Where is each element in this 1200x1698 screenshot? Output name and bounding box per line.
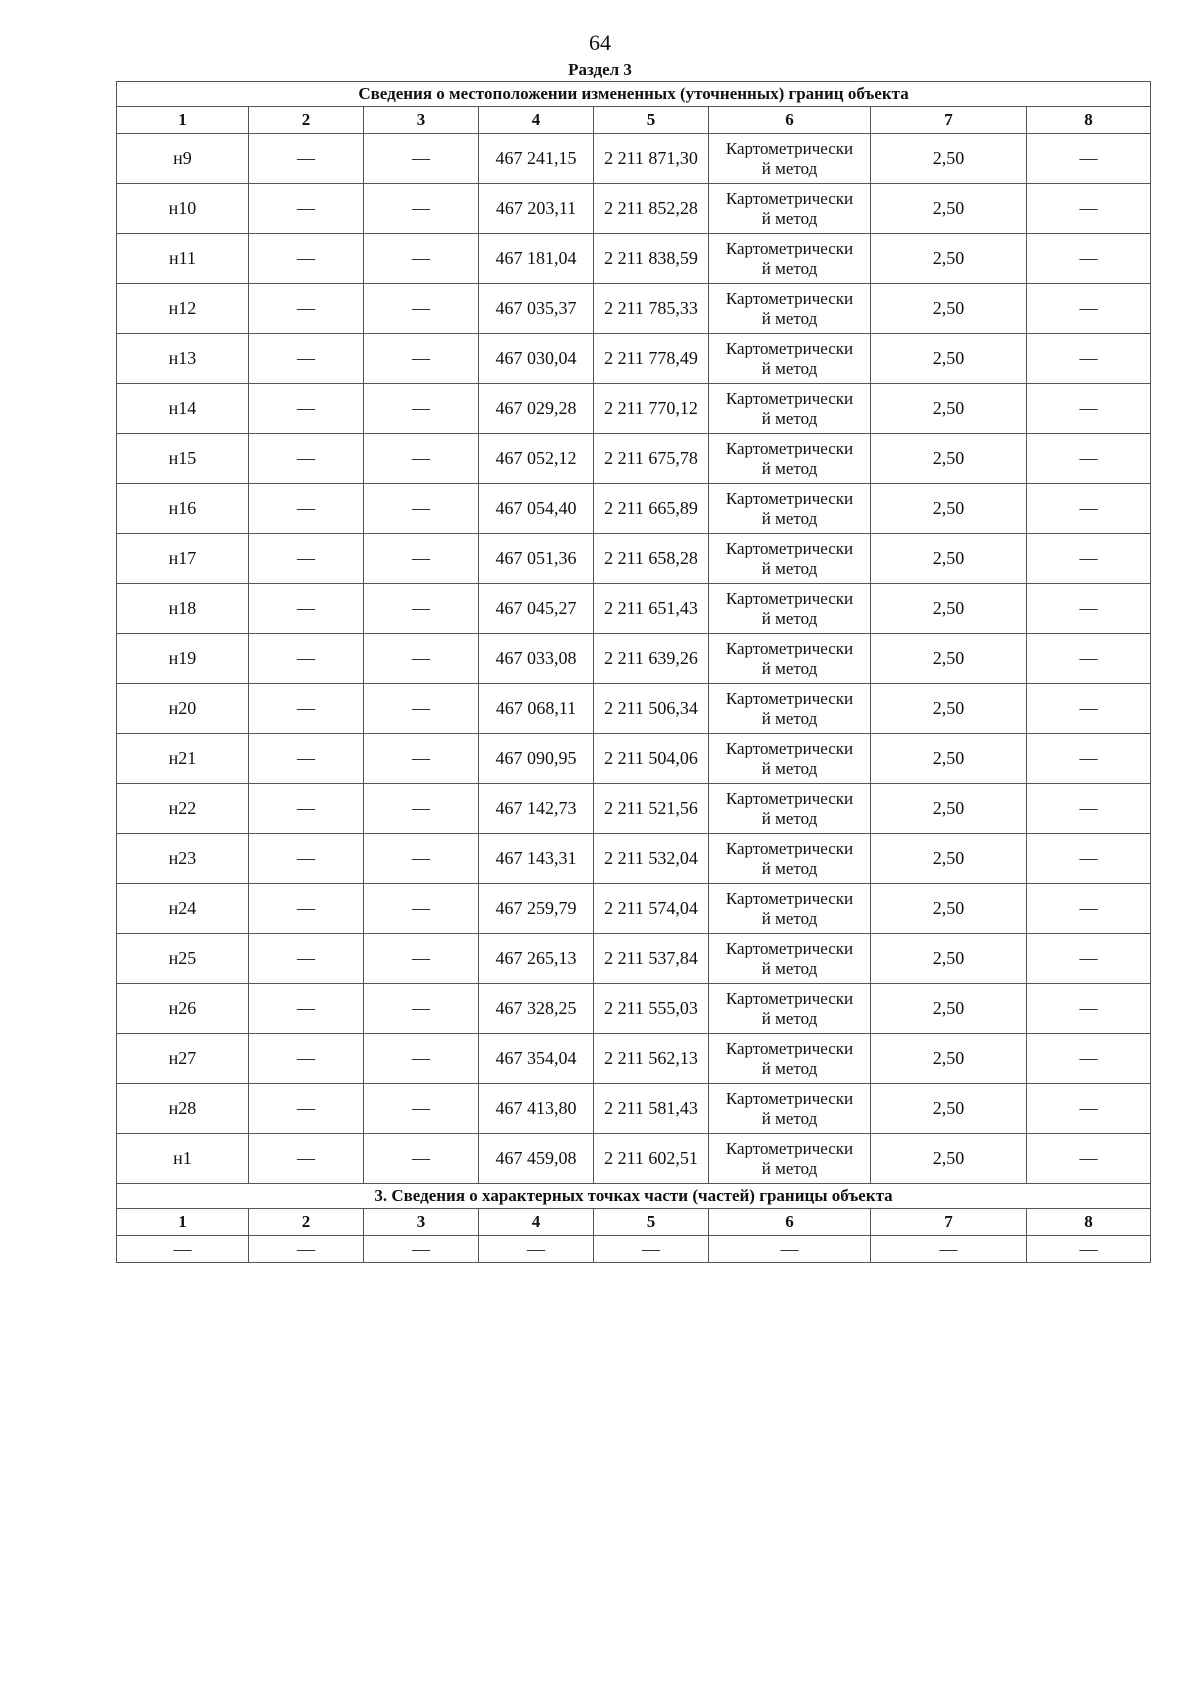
empty-value-dash: — (249, 184, 364, 234)
empty-value-dash: — (249, 234, 364, 284)
empty-value-dash: — (249, 1084, 364, 1134)
coordinate-y: 2 211 838,59 (594, 234, 709, 284)
coordinate-y: 2 211 532,04 (594, 834, 709, 884)
accuracy: 2,50 (871, 684, 1027, 734)
empty-value-dash: — (364, 834, 479, 884)
coordinate-y: 2 211 639,26 (594, 634, 709, 684)
column-header: 3 (364, 107, 479, 134)
accuracy: 2,50 (871, 1034, 1027, 1084)
empty-value-dash: — (364, 884, 479, 934)
coordinate-y: 2 211 602,51 (594, 1134, 709, 1184)
table-row (117, 284, 1151, 334)
empty-value-dash: — (364, 184, 479, 234)
method: Картометрически й метод (709, 534, 871, 584)
point-name: н28 (117, 1084, 249, 1134)
coordinate-x: 467 029,28 (479, 384, 594, 434)
accuracy: 2,50 (871, 834, 1027, 884)
empty-value-dash: — (249, 784, 364, 834)
coordinate-x: 467 051,36 (479, 534, 594, 584)
point-name: н11 (117, 234, 249, 284)
table-row (117, 234, 1151, 284)
empty-value-dash: — (1027, 284, 1151, 334)
accuracy: 2,50 (871, 1134, 1027, 1184)
method: Картометрически й метод (709, 384, 871, 434)
empty-value-dash: — (117, 1236, 249, 1263)
empty-value-dash: — (364, 334, 479, 384)
table-caption: Сведения о местоположении измененных (уточненных) границ объекта (117, 82, 1151, 107)
coordinate-x: 467 413,80 (479, 1084, 594, 1134)
coordinate-x: 467 068,11 (479, 684, 594, 734)
table-row (117, 534, 1151, 584)
method: Картометрически й метод (709, 784, 871, 834)
empty-value-dash: — (871, 1236, 1027, 1263)
coordinate-y: 2 211 785,33 (594, 284, 709, 334)
table-row (117, 584, 1151, 634)
column-header: 1 (117, 107, 249, 134)
empty-value-dash: — (1027, 634, 1151, 684)
empty-value-dash: — (1027, 734, 1151, 784)
coordinate-x: 467 142,73 (479, 784, 594, 834)
coordinate-x: 467 033,08 (479, 634, 594, 684)
accuracy: 2,50 (871, 984, 1027, 1034)
method: Картометрически й метод (709, 284, 871, 334)
accuracy: 2,50 (871, 1084, 1027, 1134)
empty-value-dash: — (1027, 784, 1151, 834)
accuracy: 2,50 (871, 334, 1027, 384)
coordinate-y: 2 211 665,89 (594, 484, 709, 534)
empty-value-dash: — (1027, 1236, 1151, 1263)
coordinate-y: 2 211 562,13 (594, 1034, 709, 1084)
method: Картометрически й метод (709, 734, 871, 784)
empty-value-dash: — (1027, 334, 1151, 384)
column-header: 5 (594, 107, 709, 134)
table-row (117, 334, 1151, 384)
empty-value-dash: — (249, 934, 364, 984)
coordinate-x: 467 241,15 (479, 134, 594, 184)
coordinate-x: 467 035,37 (479, 284, 594, 334)
column-header: 4 (479, 107, 594, 134)
point-name: н10 (117, 184, 249, 234)
method: Картометрически й метод (709, 684, 871, 734)
empty-value-dash: — (364, 734, 479, 784)
empty-value-dash: — (364, 1084, 479, 1134)
point-name: н9 (117, 134, 249, 184)
empty-value-dash: — (249, 584, 364, 634)
coordinate-x: 467 203,11 (479, 184, 594, 234)
coordinate-x: 467 354,04 (479, 1034, 594, 1084)
table-row (117, 184, 1151, 234)
coordinate-y: 2 211 504,06 (594, 734, 709, 784)
empty-value-dash: — (249, 334, 364, 384)
page-number: 64 (589, 30, 611, 55)
accuracy: 2,50 (871, 384, 1027, 434)
empty-value-dash: — (364, 634, 479, 684)
coordinate-x: 467 459,08 (479, 1134, 594, 1184)
empty-value-dash: — (364, 234, 479, 284)
coordinate-y: 2 211 770,12 (594, 384, 709, 434)
method: Картометрически й метод (709, 1084, 871, 1134)
table-row (117, 884, 1151, 934)
empty-value-dash: — (249, 1236, 364, 1263)
part-caption-row (117, 1184, 1151, 1209)
empty-value-dash: — (709, 1236, 871, 1263)
method: Картометрически й метод (709, 134, 871, 184)
coordinate-y: 2 211 581,43 (594, 1084, 709, 1134)
coordinate-y: 2 211 651,43 (594, 584, 709, 634)
empty-value-dash: — (249, 834, 364, 884)
empty-value-dash: — (1027, 534, 1151, 584)
coordinate-y: 2 211 871,30 (594, 134, 709, 184)
method: Картометрически й метод (709, 884, 871, 934)
table-row (117, 384, 1151, 434)
method: Картометрически й метод (709, 334, 871, 384)
accuracy: 2,50 (871, 284, 1027, 334)
empty-value-dash: — (364, 934, 479, 984)
empty-value-dash: — (364, 1034, 479, 1084)
empty-value-dash: — (249, 534, 364, 584)
table-row (117, 434, 1151, 484)
point-name: н19 (117, 634, 249, 684)
point-name: н20 (117, 684, 249, 734)
empty-value-dash: — (364, 1134, 479, 1184)
table-row (117, 834, 1151, 884)
empty-value-dash: — (1027, 134, 1151, 184)
empty-value-dash: — (364, 484, 479, 534)
coordinate-y: 2 211 675,78 (594, 434, 709, 484)
empty-value-dash: — (1027, 484, 1151, 534)
column-header: 5 (594, 1209, 709, 1236)
column-header: 8 (1027, 1209, 1151, 1236)
empty-value-dash: — (249, 484, 364, 534)
empty-value-dash: — (1027, 834, 1151, 884)
empty-value-dash: — (1027, 684, 1151, 734)
empty-value-dash: — (249, 384, 364, 434)
section-title: Раздел 3 (568, 60, 632, 79)
empty-value-dash: — (364, 784, 479, 834)
column-header: 2 (249, 1209, 364, 1236)
accuracy: 2,50 (871, 134, 1027, 184)
part-column-header-row (117, 1209, 1151, 1236)
empty-value-dash: — (249, 734, 364, 784)
empty-value-dash: — (249, 134, 364, 184)
empty-value-dash: — (364, 1236, 479, 1263)
point-name: н17 (117, 534, 249, 584)
accuracy: 2,50 (871, 784, 1027, 834)
empty-value-dash: — (1027, 184, 1151, 234)
coordinate-x: 467 052,12 (479, 434, 594, 484)
empty-value-dash: — (594, 1236, 709, 1263)
empty-value-dash: — (249, 884, 364, 934)
accuracy: 2,50 (871, 184, 1027, 234)
accuracy: 2,50 (871, 484, 1027, 534)
empty-value-dash: — (1027, 234, 1151, 284)
method: Картометрически й метод (709, 184, 871, 234)
method: Картометрически й метод (709, 834, 871, 884)
boundary-points-table (116, 81, 1151, 1263)
point-name: н1 (117, 1134, 249, 1184)
empty-value-dash: — (364, 984, 479, 1034)
column-header: 1 (117, 1209, 249, 1236)
coordinate-y: 2 211 852,28 (594, 184, 709, 234)
empty-value-dash: — (1027, 1034, 1151, 1084)
empty-value-dash: — (249, 984, 364, 1034)
coordinate-x: 467 030,04 (479, 334, 594, 384)
column-header: 8 (1027, 107, 1151, 134)
accuracy: 2,50 (871, 434, 1027, 484)
table-row (117, 934, 1151, 984)
part-caption: 3. Сведения о характерных точках части (частей) границы объекта (117, 1184, 1151, 1209)
point-name: н24 (117, 884, 249, 934)
accuracy: 2,50 (871, 934, 1027, 984)
coordinate-y: 2 211 555,03 (594, 984, 709, 1034)
empty-value-dash: — (1027, 1134, 1151, 1184)
table-row (117, 484, 1151, 534)
point-name: н26 (117, 984, 249, 1034)
point-name: н16 (117, 484, 249, 534)
accuracy: 2,50 (871, 534, 1027, 584)
empty-value-dash: — (249, 684, 364, 734)
table-row (117, 684, 1151, 734)
empty-value-dash: — (249, 1034, 364, 1084)
empty-value-dash: — (364, 684, 479, 734)
table-row (117, 784, 1151, 834)
empty-value-dash: — (479, 1236, 594, 1263)
empty-value-dash: — (249, 1134, 364, 1184)
part-empty-row (117, 1236, 1151, 1263)
column-header: 6 (709, 1209, 871, 1236)
coordinate-x: 467 090,95 (479, 734, 594, 784)
point-name: н15 (117, 434, 249, 484)
empty-value-dash: — (364, 434, 479, 484)
empty-value-dash: — (364, 384, 479, 434)
coordinate-x: 467 054,40 (479, 484, 594, 534)
empty-value-dash: — (249, 284, 364, 334)
coordinate-x: 467 181,04 (479, 234, 594, 284)
point-name: н27 (117, 1034, 249, 1084)
column-header: 7 (871, 1209, 1027, 1236)
point-name: н14 (117, 384, 249, 434)
empty-value-dash: — (1027, 584, 1151, 634)
column-header: 2 (249, 107, 364, 134)
empty-value-dash: — (1027, 984, 1151, 1034)
coordinate-x: 467 265,13 (479, 934, 594, 984)
column-header: 6 (709, 107, 871, 134)
coordinate-y: 2 211 537,84 (594, 934, 709, 984)
point-name: н22 (117, 784, 249, 834)
method: Картометрически й метод (709, 1134, 871, 1184)
table-row (117, 1134, 1151, 1184)
column-header: 4 (479, 1209, 594, 1236)
empty-value-dash: — (364, 584, 479, 634)
method: Картометрически й метод (709, 584, 871, 634)
method: Картометрически й метод (709, 234, 871, 284)
coordinate-x: 467 328,25 (479, 984, 594, 1034)
column-header: 7 (871, 107, 1027, 134)
column-header-row (117, 107, 1151, 134)
empty-value-dash: — (1027, 384, 1151, 434)
accuracy: 2,50 (871, 584, 1027, 634)
empty-value-dash: — (249, 434, 364, 484)
method: Картометрически й метод (709, 634, 871, 684)
accuracy: 2,50 (871, 234, 1027, 284)
coordinate-x: 467 045,27 (479, 584, 594, 634)
empty-value-dash: — (249, 634, 364, 684)
point-name: н25 (117, 934, 249, 984)
empty-value-dash: — (364, 534, 479, 584)
point-name: н18 (117, 584, 249, 634)
point-name: н23 (117, 834, 249, 884)
table-caption-row (117, 82, 1151, 107)
point-name: н13 (117, 334, 249, 384)
point-name: н12 (117, 284, 249, 334)
method: Картометрически й метод (709, 934, 871, 984)
coordinate-y: 2 211 658,28 (594, 534, 709, 584)
empty-value-dash: — (1027, 434, 1151, 484)
method: Картометрически й метод (709, 984, 871, 1034)
table-row (117, 634, 1151, 684)
coordinate-y: 2 211 574,04 (594, 884, 709, 934)
column-header: 3 (364, 1209, 479, 1236)
empty-value-dash: — (364, 284, 479, 334)
table-row (117, 734, 1151, 784)
table-row (117, 984, 1151, 1034)
empty-value-dash: — (364, 134, 479, 184)
accuracy: 2,50 (871, 884, 1027, 934)
coordinate-x: 467 259,79 (479, 884, 594, 934)
accuracy: 2,50 (871, 634, 1027, 684)
method: Картометрически й метод (709, 1034, 871, 1084)
empty-value-dash: — (1027, 884, 1151, 934)
coordinate-y: 2 211 778,49 (594, 334, 709, 384)
coordinate-x: 467 143,31 (479, 834, 594, 884)
method: Картометрически й метод (709, 434, 871, 484)
table-row (117, 1034, 1151, 1084)
coordinate-y: 2 211 506,34 (594, 684, 709, 734)
empty-value-dash: — (1027, 934, 1151, 984)
empty-value-dash: — (1027, 1084, 1151, 1134)
table-row (117, 1084, 1151, 1134)
method: Картометрически й метод (709, 484, 871, 534)
coordinate-y: 2 211 521,56 (594, 784, 709, 834)
table-row (117, 134, 1151, 184)
accuracy: 2,50 (871, 734, 1027, 784)
point-name: н21 (117, 734, 249, 784)
